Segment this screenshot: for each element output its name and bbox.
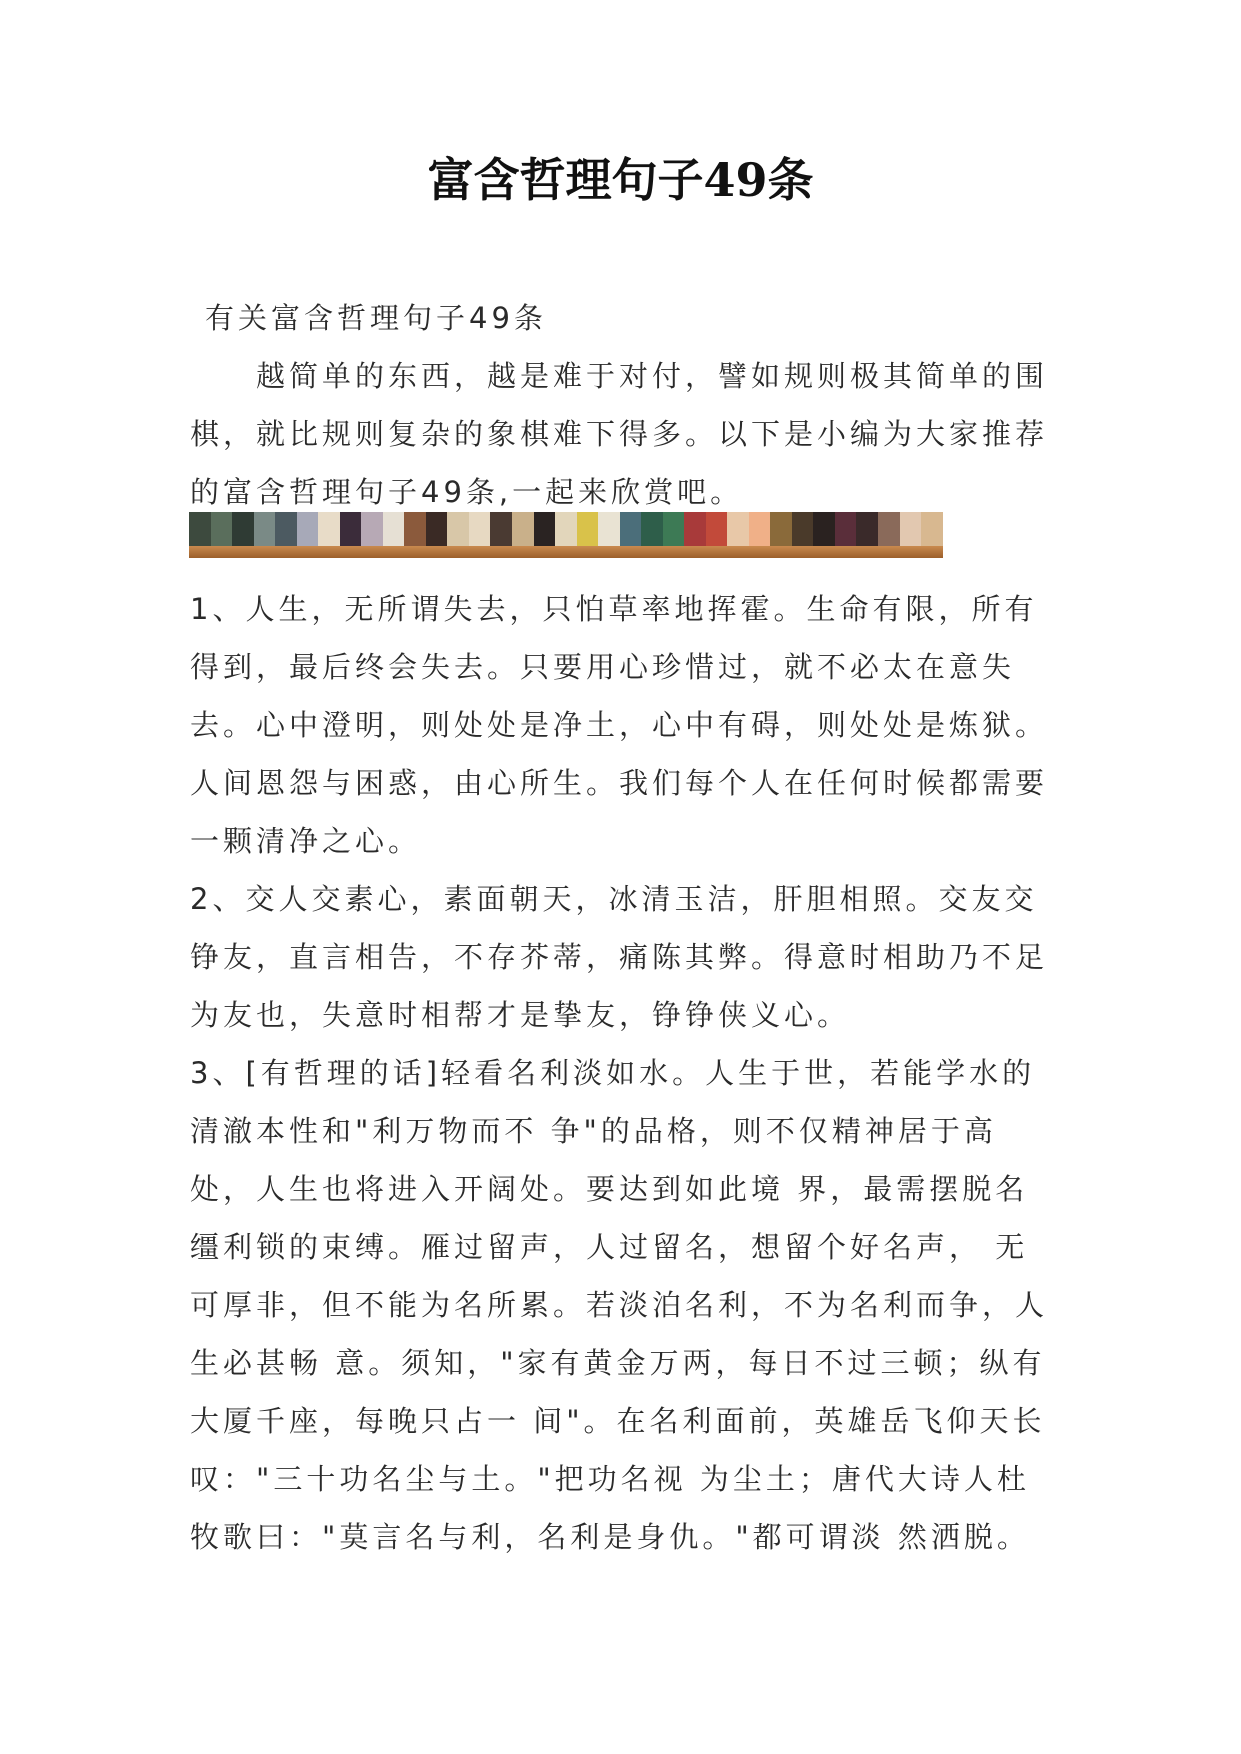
book-spine [921,512,943,546]
bookshelf-books [189,512,943,546]
book-spine [900,512,922,546]
book-spine [706,512,728,546]
book-spine [749,512,771,546]
book-spine [404,512,426,546]
book-spine [318,512,340,546]
book-spine [469,512,491,546]
book-spine [878,512,900,546]
book-spine [534,512,556,546]
intro-text: 越简单的东西，越是难于对付，譬如规则极其简单的围棋，就比规则复杂的象棋难下得多。以下是小编为大家推荐的富含哲理句子49条,一起来欣赏吧。 [190,359,1049,509]
book-spine [727,512,749,546]
quote-item-3: 3、[有哲理的话]轻看名利淡如水。人生于世，若能学水的清澈本性和"利万物而不 争"的品格，则不仅精神居于高处，人生也将进入开阔处。要达到如此境 界，最需摆脱名缰利锁的束缚。雁过留声，人过留名，想留个好名声， 无可厚非，但不能为名所累。若淡泊名利，不为名利而争，人生必甚畅 意。须知，"家有黄金万两，每日不过三顿；纵有大厦千座，每晚只占一 间"。在名利面前，英雄岳飞仰天长叹："三十功名尘与土。"把功名视 为尘土；唐代大诗人杜牧歌曰："莫言名与利，名利是身仇。"都可谓淡 然洒脱。 [190,1056,1049,1554]
book-spine [254,512,276,546]
book-spine [383,512,405,546]
quote-list [190,580,1050,1566]
book-spine [856,512,878,546]
bookshelf-wood [189,546,943,558]
intro-paragraph [190,347,1050,521]
book-spine [512,512,534,546]
book-spine [297,512,319,546]
document-title: 富含哲理句子49条 [427,153,814,207]
book-spine [361,512,383,546]
book-spine [189,512,211,546]
book-spine [835,512,857,546]
book-spine [555,512,577,546]
book-spine [770,512,792,546]
book-spine [490,512,512,546]
book-spine [792,512,814,546]
document-subtitle: 有关富含哲理句子49条 [205,301,547,335]
book-spine [426,512,448,546]
bookshelf-banner-image [189,512,943,558]
book-spine [641,512,663,546]
book-spine [620,512,642,546]
book-spine [577,512,599,546]
book-spine [684,512,706,546]
book-spine [211,512,233,546]
quote-item-2: 2、交人交素心，素面朝天，冰清玉洁，肝胆相照。交友交铮友，直言相告，不存芥蒂，痛陈其弊。得意时相助乃不足为友也，失意时相帮才是挚友，铮铮侠义心。 [190,882,1049,1032]
book-spine [447,512,469,546]
book-spine [663,512,685,546]
book-spine [813,512,835,546]
book-spine [598,512,620,546]
book-spine [275,512,297,546]
quote-item-1: 1、人生，无所谓失去，只怕草率地挥霍。生命有限，所有得到，最后终会失去。只要用心珍惜过，就不必太在意失去。心中澄明，则处处是净土，心中有碍，则处处是炼狱。人间恩怨与困惑，由心所生。我们每个人在任何时候都需要一颗清净之心。 [190,592,1049,858]
book-spine [340,512,362,546]
book-spine [232,512,254,546]
